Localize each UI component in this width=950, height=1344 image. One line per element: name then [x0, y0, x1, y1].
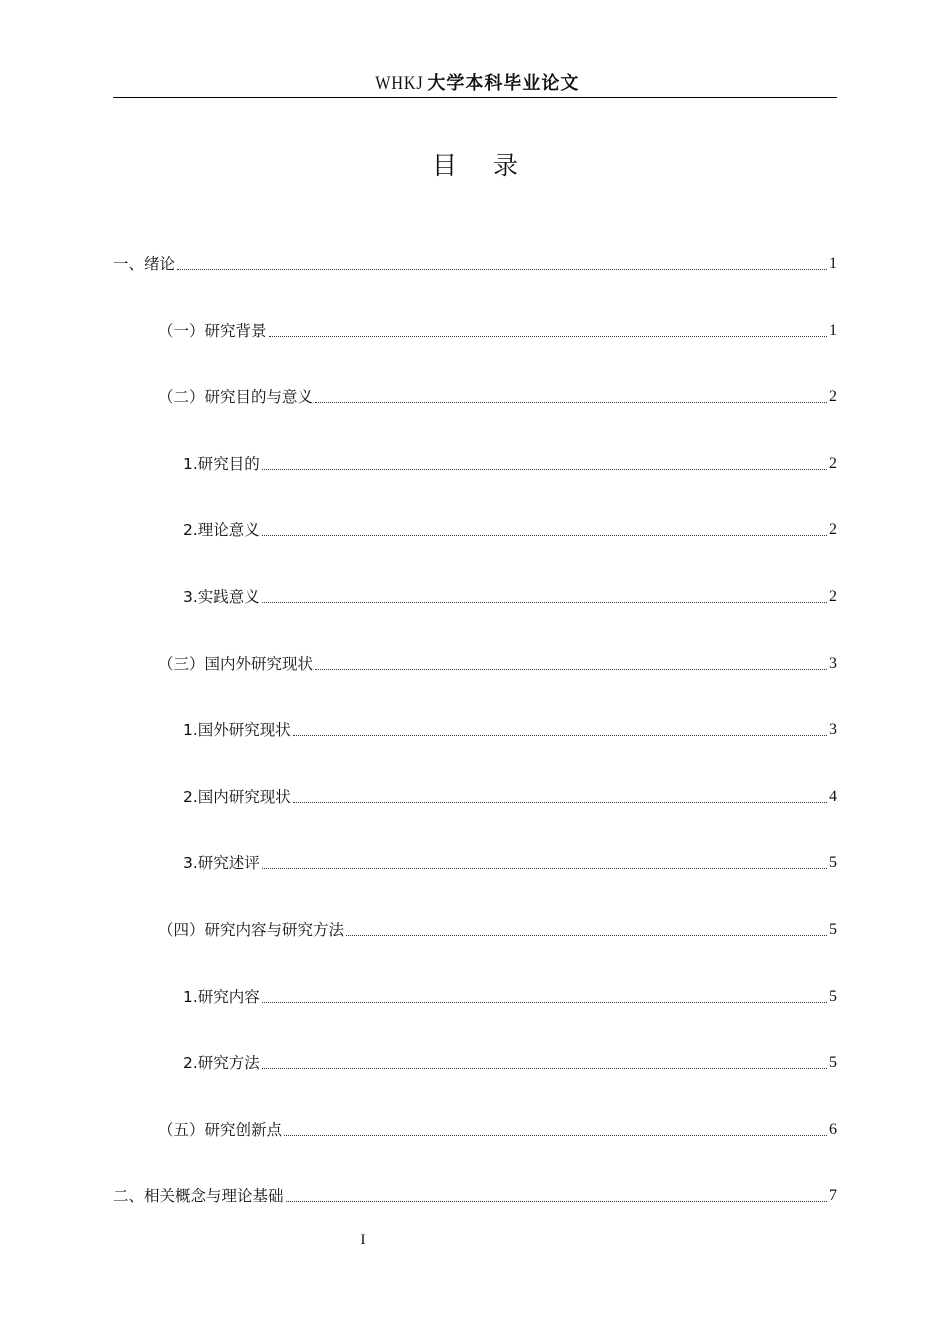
toc-entry-page: 5 — [829, 1054, 837, 1072]
toc-entry[interactable] — [113, 252, 837, 276]
toc-entry[interactable] — [158, 918, 837, 942]
toc-title: 目 录 — [432, 151, 532, 180]
toc-entry-label: 1.研究内容 — [183, 987, 260, 1006]
toc-dot-leader — [293, 802, 827, 803]
toc-entry[interactable] — [113, 1184, 837, 1208]
toc-dot-leader — [262, 535, 827, 536]
toc-dot-leader — [346, 935, 827, 936]
header-title-cjk: 大学本科毕业论文 — [427, 73, 580, 94]
toc-entry[interactable] — [183, 518, 837, 542]
toc-entry-page: 2 — [829, 454, 837, 472]
toc-entry[interactable] — [158, 319, 837, 343]
toc-entry-page: 4 — [829, 787, 837, 805]
toc-entry-page: 2 — [829, 388, 837, 406]
toc-entry-label: 2.国内研究现状 — [183, 787, 291, 806]
toc-dot-leader — [262, 469, 827, 470]
toc-dot-leader — [177, 269, 827, 270]
toc-entry-label: （四）研究内容与研究方法 — [158, 921, 345, 939]
toc-entry-page: 5 — [829, 987, 837, 1005]
toc-entry[interactable] — [158, 652, 837, 676]
toc-entry[interactable] — [183, 718, 837, 742]
toc-entry-label: 1.国外研究现状 — [183, 721, 291, 740]
page-header — [113, 70, 837, 98]
header-title-latin: WHKJ — [374, 73, 424, 94]
toc-entry-label: （三）国内外研究现状 — [158, 654, 314, 673]
page-number: I — [360, 1232, 366, 1248]
toc-dot-leader — [284, 1135, 827, 1136]
toc-entry-page: 3 — [829, 721, 837, 739]
toc-entry-page: 3 — [829, 654, 837, 672]
toc-entry-page: 2 — [829, 588, 837, 605]
toc-dot-leader — [293, 735, 827, 736]
toc-entry-page: 5 — [829, 921, 837, 938]
toc-entry[interactable] — [183, 851, 837, 875]
toc-entry[interactable] — [158, 385, 837, 409]
toc-dot-leader — [262, 1068, 827, 1069]
toc-dot-leader — [286, 1201, 827, 1202]
toc-dot-leader — [262, 602, 827, 603]
toc-entry[interactable] — [158, 1118, 837, 1142]
toc-entry[interactable] — [183, 985, 837, 1009]
header-title — [371, 70, 580, 97]
toc-entry-page: 6 — [829, 1120, 837, 1138]
toc-dot-leader — [262, 1002, 827, 1003]
toc-entry[interactable] — [183, 585, 837, 609]
toc-entry-label: 2.理论意义 — [183, 521, 260, 540]
toc-dot-leader — [315, 402, 827, 403]
toc-entry-page: 2 — [829, 521, 837, 539]
toc-entry-label: （五）研究创新点 — [158, 1120, 283, 1139]
toc-entry[interactable] — [183, 452, 837, 476]
toc-dot-leader — [262, 868, 827, 869]
toc-entry-label: 一、绪论 — [113, 255, 176, 273]
toc-entry-label: 二、相关概念与理论基础 — [113, 1187, 284, 1206]
toc-entry-page: 1 — [829, 255, 837, 272]
toc-entry-page: 1 — [829, 321, 837, 339]
toc-entry-page: 5 — [829, 854, 837, 872]
toc-entry-label: 1.研究目的 — [183, 454, 260, 473]
toc-entry[interactable] — [183, 1051, 837, 1075]
toc-entry-label: 3.研究述评 — [183, 854, 260, 873]
toc-entry-page: 7 — [829, 1187, 837, 1205]
toc-entry-label: （一）研究背景 — [158, 321, 267, 340]
toc-entry-label: 2.研究方法 — [183, 1054, 260, 1073]
toc-entry[interactable] — [183, 785, 837, 809]
toc-entry-label: （二）研究目的与意义 — [158, 388, 314, 407]
toc-entry-label: 3.实践意义 — [183, 588, 260, 606]
toc-dot-leader — [269, 336, 827, 337]
toc-dot-leader — [315, 669, 827, 670]
